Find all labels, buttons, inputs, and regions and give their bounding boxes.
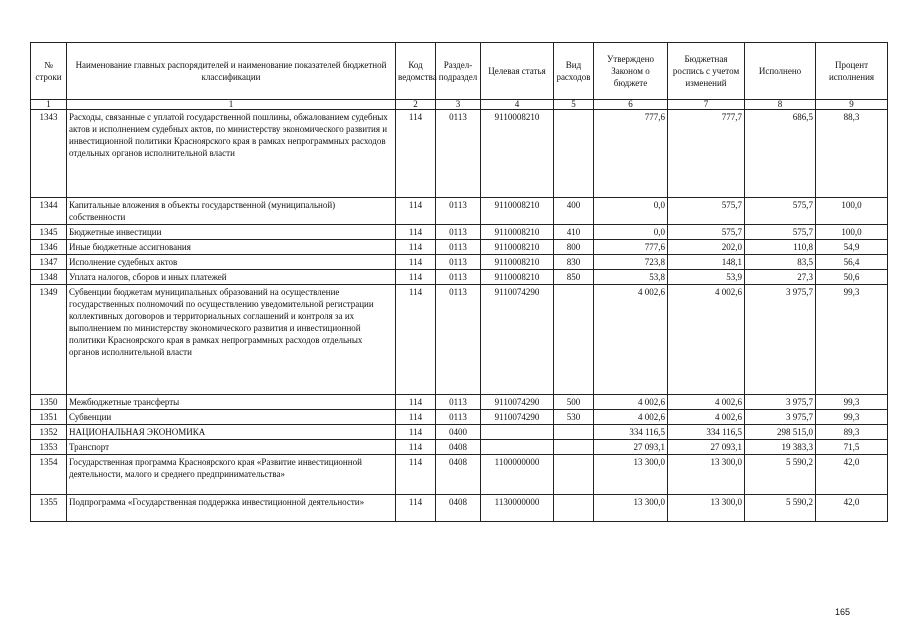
- header-name: Наименование главных распорядителей и наименование показателей бюджетной классификации: [67, 43, 396, 100]
- row-section: 0408: [436, 495, 481, 522]
- header-executed: Исполнено: [745, 43, 816, 100]
- table-row: [31, 270, 888, 285]
- row-percent: 99,3: [816, 410, 888, 425]
- row-budget: 575,7: [668, 225, 745, 240]
- row-type: 500: [554, 395, 594, 410]
- row-dept: 114: [396, 255, 436, 270]
- row-section: 0113: [436, 198, 481, 225]
- row-executed: 575,7: [745, 225, 816, 240]
- row-approved: 13 300,0: [594, 455, 668, 495]
- header-dept-code: Код ведомства: [396, 43, 436, 100]
- row-number: 1349: [31, 285, 67, 395]
- row-target: [481, 425, 554, 440]
- table-row: [31, 425, 888, 440]
- row-budget: 148,1: [668, 255, 745, 270]
- row-percent: 88,3: [816, 110, 888, 198]
- table-row: [31, 495, 888, 522]
- row-dept: 114: [396, 425, 436, 440]
- row-dept: 114: [396, 225, 436, 240]
- row-target: 9110074290: [481, 395, 554, 410]
- row-executed: 3 975,7: [745, 395, 816, 410]
- row-name: Иные бюджетные ассигнования: [67, 240, 396, 255]
- table-row: [31, 285, 888, 395]
- row-name: Подпрограмма «Государственная поддержка инвестиционной деятельности»: [67, 495, 396, 522]
- row-approved: 4 002,6: [594, 410, 668, 425]
- table-row: [31, 455, 888, 495]
- row-percent: 99,3: [816, 395, 888, 410]
- row-type: [554, 110, 594, 198]
- row-type: 800: [554, 240, 594, 255]
- row-approved: 0,0: [594, 198, 668, 225]
- row-name: Уплата налогов, сборов и иных платежей: [67, 270, 396, 285]
- row-name: Капитальные вложения в объекты государственной (муниципальной) собственности: [67, 198, 396, 225]
- row-executed: 3 975,7: [745, 410, 816, 425]
- row-type: 400: [554, 198, 594, 225]
- row-name: Исполнение судебных актов: [67, 255, 396, 270]
- row-type: [554, 425, 594, 440]
- row-target: 9110008210: [481, 225, 554, 240]
- row-target: 9110008210: [481, 240, 554, 255]
- row-section: 0400: [436, 425, 481, 440]
- row-name: Субвенции: [67, 410, 396, 425]
- table-row: [31, 110, 888, 198]
- row-percent: 99,3: [816, 285, 888, 395]
- row-number: 1346: [31, 240, 67, 255]
- row-name: Государственная программа Красноярского края «Развитие инвестиционной деятельности, малого и среднего предпринимательства»: [67, 455, 396, 495]
- row-section: 0113: [436, 255, 481, 270]
- row-target: 9110008210: [481, 198, 554, 225]
- row-name: Расходы, связанные с уплатой государственной пошлины, обжалованием судебных актов и исполнением судебных актов, по министерству экономического развития и инвестиционной политики Красноярского края в рамках непрограммных расходов отдельных органов исполнительной власти: [67, 110, 396, 198]
- row-budget: 777,7: [668, 110, 745, 198]
- row-name: НАЦИОНАЛЬНАЯ ЭКОНОМИКА: [67, 425, 396, 440]
- row-executed: 3 975,7: [745, 285, 816, 395]
- header-section: Раздел-подраздел: [436, 43, 481, 100]
- table-row: [31, 410, 888, 425]
- row-dept: 114: [396, 440, 436, 455]
- row-number: 1344: [31, 198, 67, 225]
- row-number: 1351: [31, 410, 67, 425]
- row-percent: 56,4: [816, 255, 888, 270]
- row-target: 9110074290: [481, 410, 554, 425]
- header-percent: Процент исполнения: [816, 43, 888, 100]
- row-section: 0113: [436, 395, 481, 410]
- row-type: [554, 495, 594, 522]
- row-percent: 42,0: [816, 495, 888, 522]
- column-number: 2: [396, 100, 436, 110]
- header-budget-list: Бюджетная роспись с учетом изменений: [668, 43, 745, 100]
- row-number: 1348: [31, 270, 67, 285]
- column-number: 9: [816, 100, 888, 110]
- column-number: 6: [594, 100, 668, 110]
- row-dept: 114: [396, 270, 436, 285]
- row-dept: 114: [396, 285, 436, 395]
- row-budget: 4 002,6: [668, 395, 745, 410]
- table-row: [31, 198, 888, 225]
- row-percent: 100,0: [816, 198, 888, 225]
- row-executed: 686,5: [745, 110, 816, 198]
- table-row: [31, 240, 888, 255]
- row-dept: 114: [396, 395, 436, 410]
- row-section: 0113: [436, 225, 481, 240]
- row-dept: 114: [396, 240, 436, 255]
- row-budget: 575,7: [668, 198, 745, 225]
- table-row: [31, 255, 888, 270]
- row-target: 9110008210: [481, 255, 554, 270]
- header-approved: Утверждено Законом о бюджете: [594, 43, 668, 100]
- row-approved: 53,8: [594, 270, 668, 285]
- row-executed: 83,5: [745, 255, 816, 270]
- row-number: 1355: [31, 495, 67, 522]
- header-row-no: № строки: [31, 43, 67, 100]
- column-number: 3: [436, 100, 481, 110]
- row-executed: 110,8: [745, 240, 816, 255]
- header-expense-type: Вид расходов: [554, 43, 594, 100]
- row-percent: 42,0: [816, 455, 888, 495]
- row-type: 850: [554, 270, 594, 285]
- row-dept: 114: [396, 495, 436, 522]
- row-budget: 4 002,6: [668, 410, 745, 425]
- row-percent: 71,5: [816, 440, 888, 455]
- row-section: 0113: [436, 270, 481, 285]
- row-name: Субвенции бюджетам муниципальных образований на осуществление государственных полномочий по осуществлению уведомительной регистрации коллективных договоров и территориальных соглашений и контроля за их выполнением по министерству экономического развития и инвестиционной политики Красноярского края в рамках непрограммных расходов отдельных органов исполнительной власти: [67, 285, 396, 395]
- row-section: 0408: [436, 440, 481, 455]
- column-number: 1: [31, 100, 67, 110]
- row-section: 0113: [436, 410, 481, 425]
- row-budget: 4 002,6: [668, 285, 745, 395]
- row-target: 1130000000: [481, 495, 554, 522]
- row-number: 1350: [31, 395, 67, 410]
- row-executed: 575,7: [745, 198, 816, 225]
- column-number: 5: [554, 100, 594, 110]
- row-budget: 202,0: [668, 240, 745, 255]
- row-budget: 13 300,0: [668, 455, 745, 495]
- row-budget: 13 300,0: [668, 495, 745, 522]
- row-approved: 4 002,6: [594, 285, 668, 395]
- row-percent: 100,0: [816, 225, 888, 240]
- column-number-row: [31, 100, 888, 110]
- row-approved: 777,6: [594, 240, 668, 255]
- row-section: 0113: [436, 110, 481, 198]
- row-type: 530: [554, 410, 594, 425]
- column-number: 4: [481, 100, 554, 110]
- row-approved: 723,8: [594, 255, 668, 270]
- row-number: 1345: [31, 225, 67, 240]
- row-number: 1354: [31, 455, 67, 495]
- row-section: 0408: [436, 455, 481, 495]
- row-number: 1343: [31, 110, 67, 198]
- row-target: [481, 440, 554, 455]
- row-executed: 27,3: [745, 270, 816, 285]
- row-name: Транспорт: [67, 440, 396, 455]
- row-approved: 777,6: [594, 110, 668, 198]
- row-dept: 114: [396, 198, 436, 225]
- row-approved: 0,0: [594, 225, 668, 240]
- header-row: [31, 43, 888, 100]
- row-target: 9110074290: [481, 285, 554, 395]
- row-approved: 13 300,0: [594, 495, 668, 522]
- column-number: 7: [668, 100, 745, 110]
- row-number: 1353: [31, 440, 67, 455]
- row-executed: 5 590,2: [745, 495, 816, 522]
- row-type: [554, 440, 594, 455]
- row-type: 830: [554, 255, 594, 270]
- row-percent: 50,6: [816, 270, 888, 285]
- row-type: [554, 455, 594, 495]
- row-percent: 54,9: [816, 240, 888, 255]
- row-target: 1100000000: [481, 455, 554, 495]
- row-number: 1347: [31, 255, 67, 270]
- row-budget: 53,9: [668, 270, 745, 285]
- column-number: 1: [67, 100, 396, 110]
- row-type: [554, 285, 594, 395]
- row-name: Бюджетные инвестиции: [67, 225, 396, 240]
- row-target: 9110008210: [481, 110, 554, 198]
- row-approved: 334 116,5: [594, 425, 668, 440]
- header-target: Целевая статья: [481, 43, 554, 100]
- row-executed: 5 590,2: [745, 455, 816, 495]
- row-percent: 89,3: [816, 425, 888, 440]
- row-section: 0113: [436, 285, 481, 395]
- row-dept: 114: [396, 110, 436, 198]
- row-name: Межбюджетные трансферты: [67, 395, 396, 410]
- table-row: [31, 440, 888, 455]
- row-budget: 27 093,1: [668, 440, 745, 455]
- column-number: 8: [745, 100, 816, 110]
- page-number: 165: [835, 607, 851, 617]
- row-type: 410: [554, 225, 594, 240]
- row-executed: 19 383,3: [745, 440, 816, 455]
- row-approved: 27 093,1: [594, 440, 668, 455]
- row-budget: 334 116,5: [668, 425, 745, 440]
- row-number: 1352: [31, 425, 67, 440]
- budget-table: [30, 42, 888, 522]
- row-section: 0113: [436, 240, 481, 255]
- row-executed: 298 515,0: [745, 425, 816, 440]
- row-target: 9110008210: [481, 270, 554, 285]
- row-approved: 4 002,6: [594, 395, 668, 410]
- row-dept: 114: [396, 410, 436, 425]
- table-row: [31, 395, 888, 410]
- table-row: [31, 225, 888, 240]
- row-dept: 114: [396, 455, 436, 495]
